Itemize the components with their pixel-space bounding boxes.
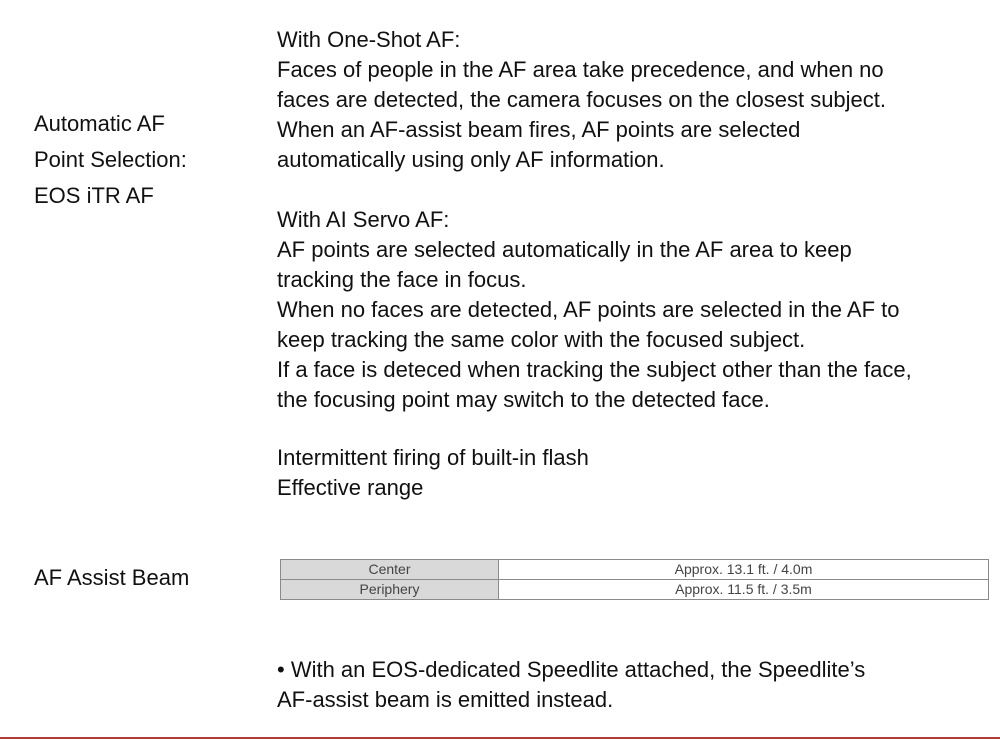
flash-intro-line: Effective range — [277, 475, 424, 500]
ai-servo-af-line: If a face is deteced when tracking the subject other than the face, — [277, 357, 912, 382]
table-row — [281, 580, 989, 600]
one-shot-af-section — [277, 25, 886, 175]
ai-servo-af-line: When no faces are detected, AF points are selected in the AF to — [277, 297, 900, 322]
range-position-cell: Center — [281, 560, 499, 580]
one-shot-af-line: Faces of people in the AF area take precedence, and when no — [277, 57, 884, 82]
flash-intro-line: Intermittent firing of built-in flash — [277, 445, 589, 470]
af-assist-beam-label: AF Assist Beam — [34, 565, 190, 590]
ai-servo-af-heading: With AI Servo AF: — [277, 207, 450, 232]
range-value-cell: Approx. 13.1 ft. / 4.0m — [499, 560, 989, 580]
speedlite-note — [277, 655, 865, 715]
ai-servo-af-line: keep tracking the same color with the focused subject. — [277, 327, 806, 352]
one-shot-af-heading: With One-Shot AF: — [277, 27, 461, 52]
ai-servo-af-line: tracking the face in focus. — [277, 267, 527, 292]
range-value-cell: Approx. 11.5 ft. / 3.5m — [499, 580, 989, 600]
one-shot-af-line: automatically using only AF information. — [277, 147, 665, 172]
table-row — [281, 560, 989, 580]
auto-af-label-line: Point Selection: — [34, 147, 187, 172]
range-position-cell: Periphery — [281, 580, 499, 600]
ai-servo-af-line: AF points are selected automatically in the AF area to keep — [277, 237, 852, 262]
auto-af-label — [34, 106, 187, 214]
speedlite-note-line: • With an EOS-dedicated Speedlite attached, the Speedlite’s — [277, 657, 866, 682]
one-shot-af-line: When an AF-assist beam fires, AF points are selected — [277, 117, 801, 142]
ai-servo-af-line: the focusing point may switch to the detected face. — [277, 387, 770, 412]
one-shot-af-line: faces are detected, the camera focuses on the closest subject. — [277, 87, 887, 112]
speedlite-note-line: AF-assist beam is emitted instead. — [277, 687, 614, 712]
effective-range-table — [280, 559, 989, 600]
auto-af-label-line: Automatic AF — [34, 111, 165, 136]
auto-af-label-line: EOS iTR AF — [34, 183, 154, 208]
ai-servo-af-section — [277, 205, 912, 415]
flash-intro — [277, 443, 589, 503]
